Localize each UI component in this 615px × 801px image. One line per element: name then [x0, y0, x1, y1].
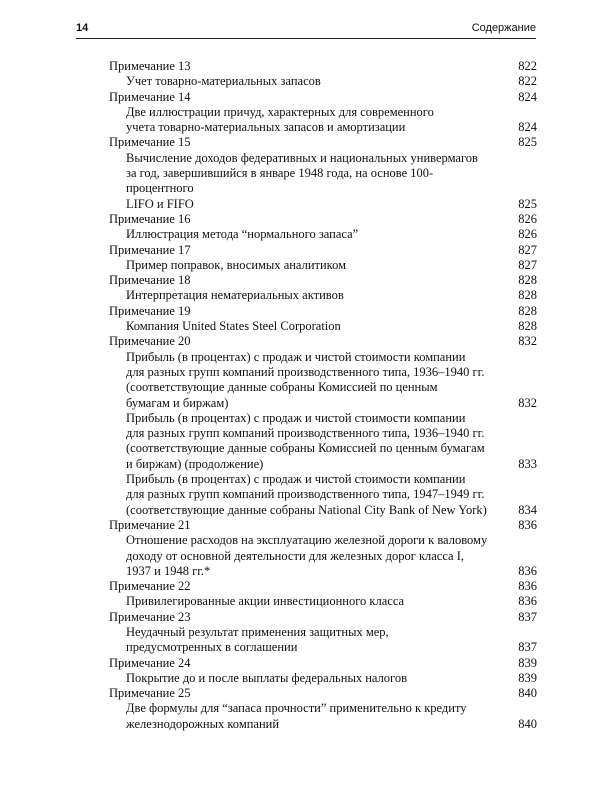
- toc-note-title: Примечание 25: [109, 686, 191, 701]
- toc-entry-text: [109, 594, 537, 609]
- toc-entry-text: [109, 533, 537, 579]
- toc-entry-line: учета товарно-материальных запасов и амортизации: [126, 120, 406, 135]
- toc-page-number: 822: [518, 59, 537, 73]
- running-header: [76, 22, 536, 39]
- toc-note-heading: [109, 273, 537, 288]
- toc-entry: [109, 105, 537, 136]
- toc-entry-line: железнодорожных компаний: [126, 716, 280, 731]
- toc-note-title: Примечание 14: [109, 89, 191, 104]
- toc-entry-line: (соответствующие данные собраны National City Bank of New York): [126, 502, 487, 517]
- toc-page-number: 828: [518, 273, 537, 288]
- toc-note-title: Примечание 22: [109, 579, 191, 594]
- toc-note-title: Примечание 17: [109, 242, 191, 257]
- toc-entry-text: [109, 258, 537, 273]
- toc-entry-text: [109, 151, 537, 212]
- toc-page-number: 827: [518, 242, 537, 257]
- toc-entry-text: [109, 701, 537, 732]
- toc-page-number: 826: [518, 211, 537, 226]
- toc-entry-line: Прибыль (в процентах) с продаж и чистой стоимости компании: [126, 472, 466, 487]
- toc-entry-line: для разных групп компаний производственного типа, 1936–1940 гг.: [126, 364, 485, 379]
- toc-page-number: 826: [518, 227, 537, 242]
- toc-entry-text: [109, 74, 537, 89]
- toc-entry-line: (соответствующие данные собраны Комиссией по ценным бумагам: [126, 441, 485, 456]
- toc-entry-text: [109, 472, 537, 518]
- toc-page-number: 840: [518, 716, 537, 731]
- toc-note-heading: [109, 135, 537, 150]
- toc-note-title: Примечание 18: [109, 273, 191, 288]
- toc-entry: [109, 701, 537, 732]
- toc-page-number: 837: [518, 609, 537, 624]
- toc-page-number: 822: [518, 74, 537, 89]
- toc-entry-line: и биржам) (продолжение): [126, 456, 264, 471]
- toc-entry: [109, 74, 537, 89]
- toc-entry-line: Две иллюстрации причуд, характерных для современного: [126, 104, 434, 119]
- toc-page-number: 828: [518, 319, 537, 334]
- toc-page-number: 839: [518, 670, 537, 685]
- toc-entry-line: для разных групп компаний производственного типа, 1936–1940 гг.: [126, 426, 485, 441]
- toc-note-heading: [109, 304, 537, 319]
- toc-entry-line: Неудачный результат применения защитных мер,: [126, 624, 389, 639]
- toc-entry-line: Отношение расходов на эксплуатацию железной дороги к валовому: [126, 533, 488, 548]
- toc-entry: [109, 350, 537, 411]
- toc-entry: [109, 625, 537, 656]
- section-title: Содержание: [471, 22, 536, 34]
- toc-note-title: Примечание 19: [109, 303, 191, 318]
- toc-entry: [109, 533, 537, 579]
- toc-entry-line: Вычисление доходов федеративных и национальных универмагов: [126, 150, 478, 165]
- toc-page-number: 836: [518, 579, 537, 594]
- toc-page-number: 828: [518, 288, 537, 303]
- toc-page-number: 837: [518, 640, 537, 655]
- toc-entry-line: Интерпретация нематериальных активов: [126, 288, 344, 303]
- toc-note-title: Примечание 23: [109, 609, 191, 624]
- toc-entry: [109, 319, 537, 334]
- toc-entry: [109, 288, 537, 303]
- toc-entry-text: [109, 625, 537, 656]
- toc-entry-text: [109, 671, 537, 686]
- toc-page-number: 833: [518, 456, 537, 471]
- toc-entry-line: за год, завершившийся в январе 1948 года, на основе 100-процентного: [126, 166, 434, 196]
- toc-note-title: Примечание 24: [109, 655, 191, 670]
- toc-note-title: Примечание 13: [109, 59, 191, 73]
- toc-entry-line: Прибыль (в процентах) с продаж и чистой стоимости компании: [126, 410, 466, 425]
- toc-entry-line: бумагам и биржам): [126, 395, 229, 410]
- table-of-contents: [109, 59, 537, 732]
- toc-entry-line: Две формулы для “запаса прочности” применительно к кредиту: [126, 701, 467, 716]
- toc-page-number: 832: [518, 395, 537, 410]
- toc-page-number: 836: [518, 563, 537, 578]
- toc-entry-text: [109, 288, 537, 303]
- toc-note-heading: [109, 59, 537, 74]
- toc-entry-line: для разных групп компаний производственного типа, 1947–1949 гг.: [126, 487, 485, 502]
- toc-note-title: Примечание 21: [109, 517, 191, 532]
- toc-page-number: 839: [518, 655, 537, 670]
- toc-note-heading: [109, 518, 537, 533]
- toc-page-number: 824: [518, 89, 537, 104]
- toc-entry-line: Привилегированные акции инвестиционного класса: [126, 594, 405, 609]
- toc-page-number: 840: [518, 686, 537, 701]
- toc-note-heading: [109, 212, 537, 227]
- toc-entry: [109, 227, 537, 242]
- toc-entry-text: [109, 105, 537, 136]
- toc-entry-line: Покрытие до и после выплаты федеральных налогов: [126, 670, 408, 685]
- toc-page-number: 834: [518, 502, 537, 517]
- toc-note-title: Примечание 16: [109, 211, 191, 226]
- toc-note-heading: [109, 90, 537, 105]
- toc-note-heading: [109, 610, 537, 625]
- page-number: 14: [76, 22, 89, 34]
- toc-page-number: 832: [518, 334, 537, 349]
- toc-entry-line: Пример поправок, вносимых аналитиком: [126, 257, 347, 272]
- toc-page-number: 827: [518, 257, 537, 272]
- toc-note-heading: [109, 243, 537, 258]
- toc-note-title: Примечание 15: [109, 135, 191, 150]
- toc-entry-line: доходу от основной деятельности для железных дорог класса I,: [126, 548, 465, 563]
- toc-entry-line: Учет товарно-материальных запасов: [126, 74, 321, 89]
- toc-entry-line: Компания United States Steel Corporation: [126, 319, 341, 334]
- toc-entry: [109, 472, 537, 518]
- toc-note-heading: [109, 579, 537, 594]
- toc-entry-text: [109, 319, 537, 334]
- toc-entry-text: [109, 350, 537, 411]
- toc-entry-text: [109, 227, 537, 242]
- toc-page-number: 825: [518, 196, 537, 211]
- toc-note-heading: [109, 686, 537, 701]
- toc-page-number: 836: [518, 594, 537, 609]
- toc-entry: [109, 671, 537, 686]
- toc-entry-line: предусмотренных в соглашении: [126, 640, 298, 655]
- toc-entry-line: Иллюстрация метода “нормального запаса”: [126, 227, 359, 242]
- toc-entry: [109, 594, 537, 609]
- toc-note-heading: [109, 656, 537, 671]
- toc-entry-line: LIFO и FIFO: [126, 196, 194, 211]
- toc-page-number: 828: [518, 303, 537, 318]
- toc-entry: [109, 151, 537, 212]
- toc-entry: [109, 258, 537, 273]
- toc-page-number: 825: [518, 135, 537, 150]
- toc-note-title: Примечание 20: [109, 334, 191, 349]
- toc-entry-line: Прибыль (в процентах) с продаж и чистой стоимости компании: [126, 349, 466, 364]
- toc-page-number: 836: [518, 517, 537, 532]
- toc-note-heading: [109, 334, 537, 349]
- toc-entry-text: [109, 411, 537, 472]
- toc-entry-line: (соответствующие данные собраны Комиссией по ценным: [126, 380, 438, 395]
- toc-page-number: 824: [518, 120, 537, 135]
- toc-entry: [109, 411, 537, 472]
- toc-entry-line: 1937 и 1948 гг.*: [126, 563, 211, 578]
